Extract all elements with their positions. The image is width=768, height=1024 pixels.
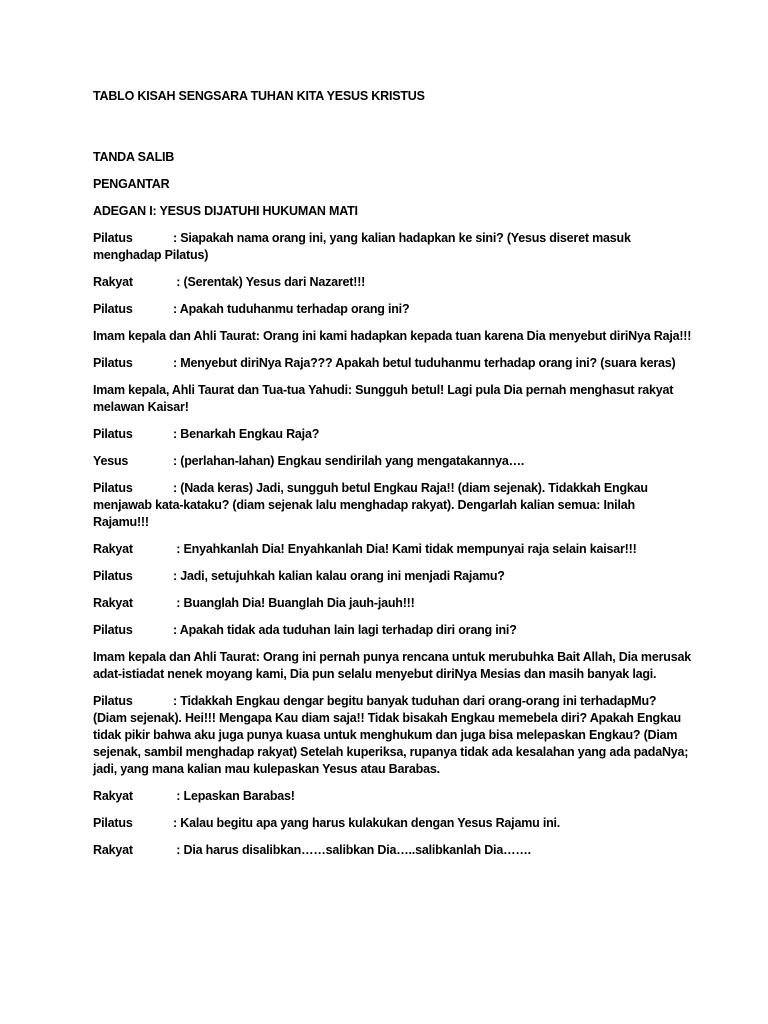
dialogue-line xyxy=(93,788,693,805)
dialogue-line xyxy=(93,541,693,558)
dialogue-text: : (perlahan-lahan) Engkau sendirilah yang mengatakannya…. xyxy=(173,454,525,468)
dialogue-line xyxy=(93,274,693,291)
speaker-name: Pilatus xyxy=(93,816,133,830)
speaker-name: Rakyat xyxy=(93,596,133,610)
speaker-name: Pilatus xyxy=(93,694,133,708)
dialogue-line xyxy=(93,693,693,778)
speaker-name: Pilatus xyxy=(93,623,133,637)
section-heading-tanda-salib: TANDA SALIB xyxy=(93,150,175,164)
dialogue-text: : Tidakkah Engkau dengar begitu banyak tuduhan dari orang-orang ini terhadapMu? (Diam sejenak). Hei!!! Mengapa Kau diam saja!! Tidak bisakah Engkau memebela diri? Apakah Engkau tidak pikir bahwa aku juga punya kuasa untuk menghukum dan juga bisa melepaskan Engkau? (Diam sejenak, sambil menghadap rakyat) Setelah kuperiksa, rupanya tidak ada kesalahan yang ada padaNya; jadi, yang mana kalian mau kulepaskan Yesus atau Barabas. xyxy=(93,694,689,776)
speaker-name: Pilatus xyxy=(93,231,133,245)
dialogue-text: : Benarkah Engkau Raja? xyxy=(173,427,320,441)
dialogue-text: : Siapakah nama orang ini, yang kalian hadapkan ke sini? (Yesus diseret masuk menghadap Pilatus) xyxy=(93,231,631,262)
dialogue-line xyxy=(93,301,693,318)
speaker-name: Rakyat xyxy=(93,275,133,289)
dialogue-text: Imam kepala dan Ahli Taurat: Orang ini pernah punya rencana untuk merubuhka Bait Allah, Dia merusak adat-istiadat nenek moyang kami, Dia pun selalu menyebut diriNya Mesias dan masih banyak lagi. xyxy=(93,650,691,681)
document-page xyxy=(93,88,693,869)
dialogue-line xyxy=(93,328,693,345)
dialogue-text: : (Nada keras) Jadi, sungguh betul Engkau Raja!! (diam sejenak). Tidakkah Engkau menjawab kata-kataku? (diam sejenak lalu menghadap rakyat). Dengarlah kalian semua: Inilah Rajamu!!! xyxy=(93,481,648,529)
dialogue-line xyxy=(93,595,693,612)
document-title: TABLO KISAH SENGSARA TUHAN KITA YESUS KRISTUS xyxy=(93,89,425,103)
scene-heading: ADEGAN I: YESUS DIJATUHI HUKUMAN MATI xyxy=(93,204,358,218)
section-heading-pengantar: PENGANTAR xyxy=(93,177,170,191)
dialogue-line xyxy=(93,622,693,639)
dialogue-text: Imam kepala dan Ahli Taurat: Orang ini kami hadapkan kepada tuan karena Dia menyebut diriNya Raja!!! xyxy=(93,329,692,343)
dialogue-line xyxy=(93,382,693,416)
dialogue-text: : Jadi, setujuhkah kalian kalau orang ini menjadi Rajamu? xyxy=(173,569,505,583)
dialogue-line xyxy=(93,426,693,443)
dialogue-text: : Buanglah Dia! Buanglah Dia jauh-jauh!!! xyxy=(173,596,415,610)
dialogue-line xyxy=(93,453,693,470)
dialogue-line xyxy=(93,355,693,372)
dialogue-line xyxy=(93,842,693,859)
speaker-name: Pilatus xyxy=(93,481,133,495)
dialogue-line xyxy=(93,568,693,585)
dialogue-line xyxy=(93,649,693,683)
dialogue-line xyxy=(93,230,693,264)
dialogue-text: : Menyebut diriNya Raja??? Apakah betul tuduhanmu terhadap orang ini? (suara keras) xyxy=(173,356,676,370)
dialogue-text: : Kalau begitu apa yang harus kulakukan dengan Yesus Rajamu ini. xyxy=(173,816,561,830)
dialogue-text: : Lepaskan Barabas! xyxy=(173,789,295,803)
dialogue-text: : Dia harus disalibkan……salibkan Dia…..salibkanlah Dia……. xyxy=(173,843,531,857)
speaker-name: Pilatus xyxy=(93,302,133,316)
speaker-name: Rakyat xyxy=(93,542,133,556)
dialogue-text: : Apakah tidak ada tuduhan lain lagi terhadap diri orang ini? xyxy=(173,623,517,637)
speaker-name: Rakyat xyxy=(93,843,133,857)
dialogue-list xyxy=(93,230,693,859)
speaker-name: Pilatus xyxy=(93,569,133,583)
dialogue-line xyxy=(93,815,693,832)
speaker-name: Pilatus xyxy=(93,427,133,441)
dialogue-line xyxy=(93,480,693,531)
speaker-name: Yesus xyxy=(93,454,129,468)
dialogue-text: : (Serentak) Yesus dari Nazaret!!! xyxy=(173,275,366,289)
dialogue-text: : Apakah tuduhanmu terhadap orang ini? xyxy=(173,302,410,316)
speaker-name: Rakyat xyxy=(93,789,133,803)
speaker-name: Pilatus xyxy=(93,356,133,370)
dialogue-text: : Enyahkanlah Dia! Enyahkanlah Dia! Kami tidak mempunyai raja selain kaisar!!! xyxy=(173,542,637,556)
dialogue-text: Imam kepala, Ahli Taurat dan Tua-tua Yahudi: Sungguh betul! Lagi pula Dia pernah menghasut rakyat melawan Kaisar! xyxy=(93,383,674,414)
